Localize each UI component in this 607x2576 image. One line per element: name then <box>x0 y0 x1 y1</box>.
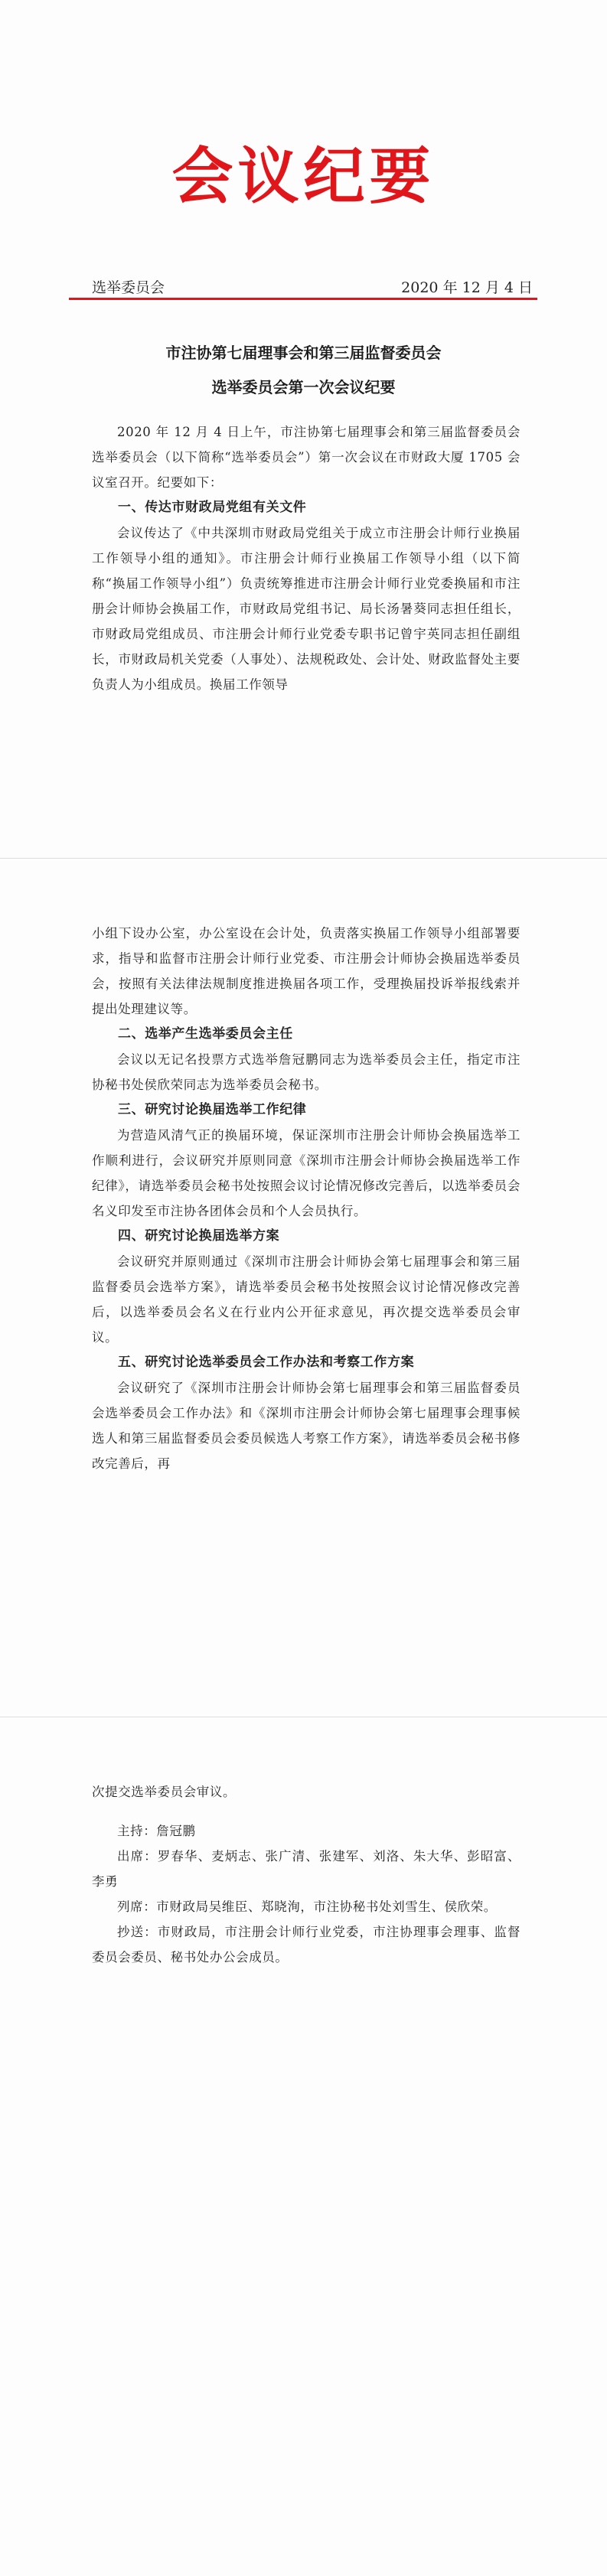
section-5-paragraph: 会议研究了《深圳市注册会计师协会第七届理事会和第三届监督委员会选举委员会工作办法》和《深圳市注册会计师协会第七届理事会理事候选人和第三届监督委员会委员候选人考察工作方案》，请选举委员会秘书修改完善后，再 <box>92 1381 521 1471</box>
section-1-heading: 一、传达市财政局党组有关文件 <box>118 500 307 515</box>
section-3-paragraph: 为营造风清气正的换届环境，保证深圳市注册会计师协会换届选举工作顺利进行，会议研究并原则同意《深圳市注册会计师协会换届选举工作纪律》，请选举委员会秘书处按照会议讨论情况修改完善后，以选举委员会名义印发至市注协各团体会员和个人会员执行。 <box>92 1128 521 1218</box>
section-2-heading: 二、选举产生选举委员会主任 <box>118 1026 293 1042</box>
section-4-paragraph: 会议研究并原则通过《深圳市注册会计师协会第七届理事会和第三届监督委员会选举方案》，请选举委员会秘书处按照会议讨论情况修改完善后，以选举委员会名义在行业内公开征求意见，再次提交选举委员会审议。 <box>92 1254 521 1345</box>
page-3 <box>0 1717 607 2576</box>
page-2-body <box>92 921 521 1476</box>
section-2-paragraph: 会议以无记名投票方式选举詹冠鹏同志为选举委员会主任，指定市注协秘书处侯欣荣同志为选举委员会秘书。 <box>92 1052 521 1092</box>
issuer: 选举委员会 <box>92 279 165 296</box>
page-1 <box>0 0 607 858</box>
section-1-paragraph: 会议传达了《中共深圳市财政局党组关于成立市注册会计师行业换届工作领导小组的通知》。市注册会计师行业换届工作领导小组（以下简称“换届工作领导小组”）负责统筹推进市注册会计师行业党委换届和市注册会计师协会换届工作，市财政局党组书记、局长汤暑葵同志担任组长，市财政局党组成员、市注册会计师行业党委专职书记曾宇英同志担任副组长，市财政局机关党委（人事处）、法规税政处、会计处、财政监督处主要负责人为小组成员。换届工作领导 <box>92 526 521 692</box>
page-2 <box>0 859 607 1717</box>
document-header-title: 会议纪要 <box>171 140 436 212</box>
red-divider-line <box>69 298 537 300</box>
issue-date: 2020 年 12 月 4 日 <box>401 279 533 296</box>
observers-line: 列席：市财政局吴维臣、郑晓洵，市注协秘书处刘雪生、侯欣荣。 <box>117 1899 497 1914</box>
section-1-paragraph-continued: 小组下设办公室，办公室设在会计处，负责落实换届工作领导小组部署要求，指导和监督市注册会计师行业党委、市注册会计师协会换届选举委员会，按照有关法律法规制度推进换届各项工作，受理换届投诉举报线索并提出处理建议等。 <box>92 926 521 1016</box>
section-3-heading: 三、研究讨论换届选举工作纪律 <box>118 1102 307 1117</box>
attendees-line: 出席：罗春华、麦炳志、张广清、张建军、刘洛、朱大华、彭昭富、李勇 <box>92 1849 521 1889</box>
chair-line: 主持：詹冠鹏 <box>117 1824 196 1838</box>
section-5-paragraph-continued: 次提交选举委员会审议。 <box>92 1785 237 1799</box>
section-5-heading: 五、研究讨论选举委员会工作办法和考察工作方案 <box>118 1355 415 1370</box>
page-3-body <box>92 1779 521 1970</box>
document-title-line-2: 选举委员会第一次会议纪要 <box>211 378 396 396</box>
page-1-body <box>92 419 521 697</box>
cc-line: 抄送：市财政局，市注册会计师行业党委，市注协理事会理事、监督委员会委员、秘书处办公会成员。 <box>92 1925 521 1965</box>
intro-paragraph: 2020 年 12 月 4 日上午，市注协第七届理事会和第三届监督委员会选举委员会（以下简称“选举委员会”）第一次会议在市财政大厦 1705 会议室召开。纪要如下： <box>92 425 521 490</box>
section-4-heading: 四、研究讨论换届选举方案 <box>118 1228 280 1244</box>
document-title-line-1: 市注协第七届理事会和第三届监督委员会 <box>165 344 442 362</box>
